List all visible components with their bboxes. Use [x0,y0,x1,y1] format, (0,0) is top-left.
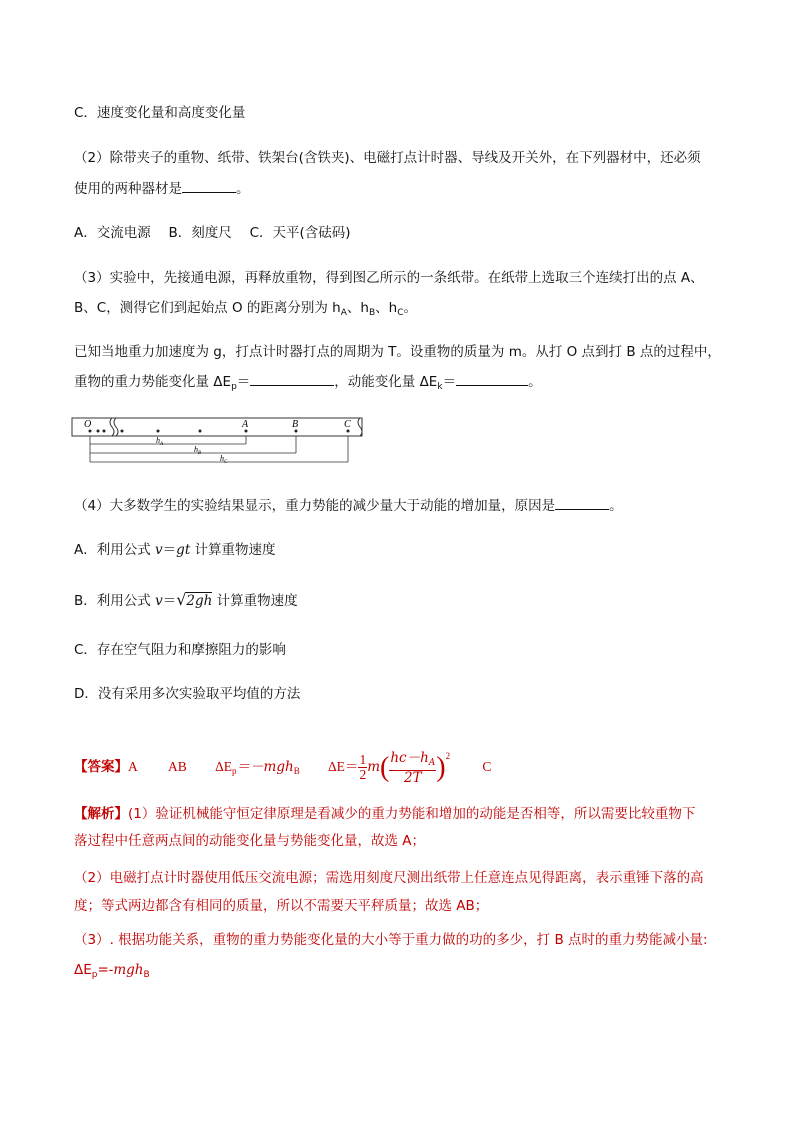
question-3-line4 [74,373,542,396]
analysis-line1 [74,805,695,823]
question-3-line2 [74,299,417,322]
question-2-line1: （2）除带夹子的重物、纸带、铁架台(含铁夹)、电磁打点计时器、导线及开关外，在下列器材中，还必须 [74,150,701,166]
analysis-line5: （3）. 根据功能关系，重物的重力势能变化量的大小等于重力做的功的多少，打 B 点时的重力势能减小量: [74,932,708,948]
option-c-part1: C．速度变化量和高度变化量 [74,105,246,121]
var-v: v [155,593,163,609]
q4-blank [555,497,609,510]
q3-text-c: 、h [346,300,369,316]
ek-blank [456,373,528,386]
ek-sub: k [437,382,443,392]
label-o: O [84,419,92,430]
dot-5 [199,430,202,433]
ek-eq: ＝ [442,374,457,390]
label-c: C [344,419,351,430]
analysis-label: 【解析】 [74,806,128,822]
ep-eq: ＝ [236,374,251,390]
option-b-text: B．利用公式 [74,593,156,609]
analysis-line6: $\Delta E_p=-mgh_B$ [74,962,150,980]
label-hb: $h_B$ [194,445,202,456]
tape-break-right [358,418,362,436]
var-v: v [155,542,163,558]
label-hc: $h_C$ [220,454,228,465]
question-3-line1: （3）实验中，先接通电源，再释放重物，得到图乙所示的一条纸带。在纸带上选取三个连续打出的点 A、 [74,270,704,286]
answer-blank [182,180,236,193]
period: 。 [236,181,250,197]
sub-c: C [397,308,404,318]
label-ha: $h_A$ [156,436,164,447]
dot-3 [121,430,124,433]
ep-sub: p [231,382,237,392]
paper-tape-figure [70,414,370,470]
analysis-line3: （2）电磁打点计时器使用低压交流电源；需选用刻度尺测出纸带上任意连点见得距离，表示重锤下落的高 [74,870,704,886]
label-b: B [292,419,299,430]
answer-4: C [482,759,492,774]
answer-line [74,736,492,786]
ep-label: 重物的重力势能变化量 ΔE [74,374,232,390]
question-2-line2 [74,180,250,198]
answer-2: AB [168,759,187,774]
answer-label: 【答案】 [74,759,128,775]
q3-text-g: 。 [403,300,418,316]
option-c: C．存在空气阻力和摩擦阻力的影响 [74,642,286,658]
var-gt: gt [176,542,191,558]
answer-ek: ΔE＝ $\frac{1}{2}$ m( $\frac{hc-h_A}{2T}$ )$^2$ [328,749,451,786]
option-b-tail: 计算重物速度 [212,593,298,609]
eq: ＝ [162,593,177,609]
dot-1 [97,430,100,433]
ep-blank [250,373,334,386]
period: 。 [528,374,542,390]
analysis-line4: 度；等式两边都含有相同的质量，所以不需要天平秤质量；故选 AB； [74,898,489,914]
sub-a: A [340,308,347,318]
q4-text: （4）大多数学生的实验结果显示，重力势能的减少量大于动能的增加量，原因是 [74,498,556,514]
question-2-text: 使用的两种器材是 [74,181,182,197]
q3-text-e: 、h [375,300,398,316]
question-2-options: A．交流电源 B．刻度尺 C．天平(含砝码) [74,225,351,241]
answer-3: $\Delta E_p=-mgh_B$ [215,759,300,776]
period: 。 [609,498,623,514]
dot-4 [157,430,160,433]
tape-break-left-2 [114,418,118,436]
q3-text-a: B、C，测得它们到起始点 O 的距离分别为 h [74,300,341,316]
option-a-text: A．利用公式 [74,542,156,558]
option-d: D．没有采用多次实验取平均值的方法 [74,686,301,702]
option-a [74,541,276,559]
question-4 [74,497,623,515]
fraction-velocity: $\frac{hc-h_A}{2T}$ [390,749,436,786]
fraction-half: $\frac{1}{2}$ [359,752,367,783]
option-a-tail: 计算重物速度 [190,542,276,558]
analysis-p1a: (1）验证机械能守恒定律原理是看减少的重力势能和增加的动能是否相等，所以需要比较重物下 [128,806,696,822]
option-b [74,591,298,610]
analysis-line2: 落过程中任意两点间的动能变化量与势能变化量，故选 A； [74,833,426,849]
tape-break-left [110,418,114,436]
dot-2 [103,430,106,433]
question-3-line3: 已知当地重力加速度为 g，打点计时器打点的周期为 T。设重物的质量为 m。从打 O 点到打 B 点的过程中， [74,344,721,360]
ek-label: ，动能变化量 ΔE [334,374,438,390]
eq: ＝ [162,542,177,558]
label-a: A [242,419,249,430]
var-2gh: 2gh [186,593,213,609]
answer-1: A [128,759,138,774]
sqrt-sign: √ [176,590,187,609]
sub-b: B [368,308,376,318]
